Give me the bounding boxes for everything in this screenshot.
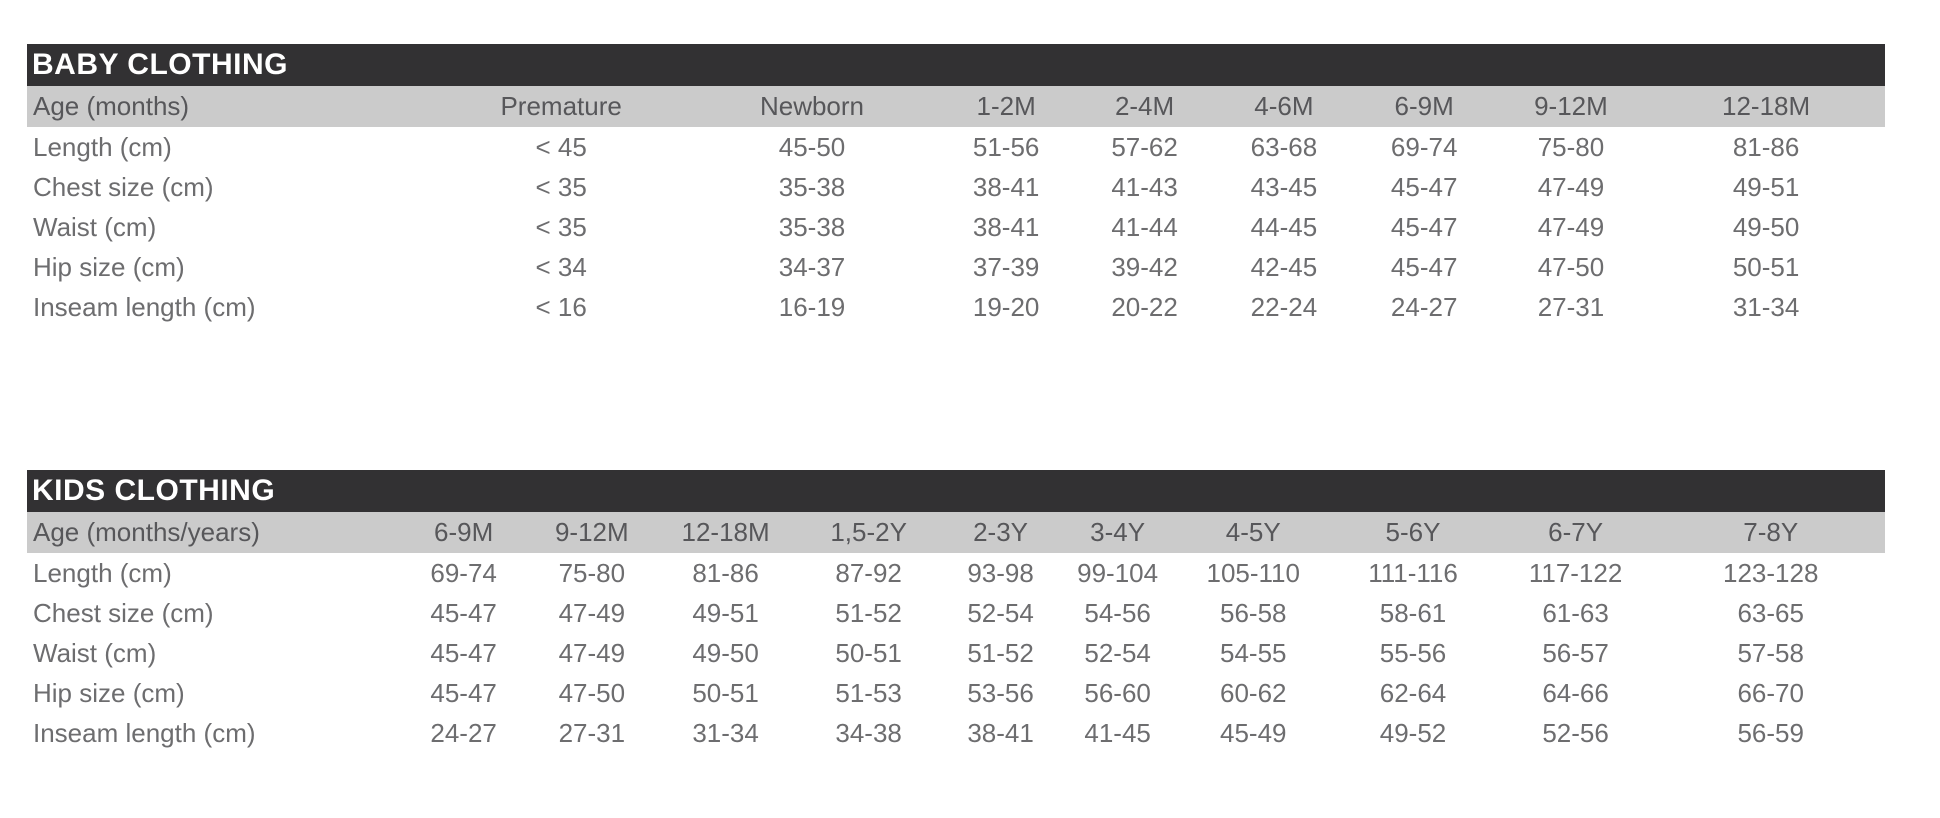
table-cell: 63-68	[1250, 131, 1318, 162]
table-cell: 52-54	[967, 597, 1034, 628]
table-cell: 38-41	[972, 211, 1040, 242]
table-cell: 51-52	[835, 597, 902, 628]
table-cell: 56-60	[1084, 677, 1151, 708]
table-cell: 35-38	[778, 211, 846, 242]
size-table-section-kids	[27, 470, 1885, 753]
table-cell: 66-70	[1737, 677, 1804, 708]
table-cell: 69-74	[1390, 131, 1458, 162]
table-cell: 22-24	[1250, 291, 1318, 322]
table-row	[27, 673, 1885, 713]
table-cell: 45-47	[1390, 171, 1458, 202]
table-cell: 123-128	[1722, 557, 1819, 588]
table-cell: 75-80	[558, 557, 626, 588]
column-header: 2-3Y	[973, 517, 1029, 547]
column-header: 7-8Y	[1743, 517, 1799, 547]
table-cell: 49-50	[692, 637, 759, 668]
table-cell: < 45	[535, 131, 587, 162]
table-cell: 27-31	[558, 717, 626, 748]
table-cell: 39-42	[1111, 251, 1178, 282]
table-cell: 75-80	[1537, 131, 1605, 162]
table-cell: 54-56	[1084, 597, 1151, 628]
table-cell: 45-47	[430, 637, 497, 668]
table-cell: 47-50	[558, 677, 626, 708]
table-cell: 45-47	[430, 677, 497, 708]
column-header: 5-6Y	[1385, 517, 1441, 547]
table-row	[27, 167, 1885, 207]
table-cell: 69-74	[430, 557, 497, 588]
table-cell: 50-51	[692, 677, 759, 708]
column-header: 2-4M	[1114, 91, 1175, 121]
table-cell: 42-45	[1250, 251, 1318, 282]
row-label: Inseam length (cm)	[33, 291, 256, 322]
size-table	[27, 512, 1885, 753]
table-cell: 58-61	[1379, 597, 1447, 628]
table-cell: 105-110	[1206, 557, 1300, 588]
table-title-kids: KIDS CLOTHING	[27, 470, 1885, 512]
table-cell: 117-122	[1528, 557, 1623, 588]
column-header: 4-6M	[1254, 91, 1314, 121]
table-cell: 31-34	[1732, 291, 1800, 322]
table-cell: 20-22	[1111, 291, 1178, 322]
table-cell: 47-49	[558, 597, 626, 628]
table-cell: 87-92	[835, 557, 902, 588]
column-header: 3-4Y	[1090, 517, 1146, 547]
table-row	[27, 593, 1885, 633]
row-label: Length (cm)	[33, 557, 172, 588]
table-cell: 37-39	[972, 251, 1040, 282]
table-cell: 34-38	[835, 717, 902, 748]
table-cell: 53-56	[967, 677, 1034, 708]
table-cell: < 35	[535, 171, 587, 202]
column-header-row	[27, 86, 1885, 127]
table-cell: 81-86	[1732, 131, 1800, 162]
table-cell: 64-66	[1542, 677, 1609, 708]
table-cell: < 34	[535, 251, 587, 282]
column-header: 12-18M	[1721, 91, 1811, 121]
table-cell: 57-58	[1737, 637, 1804, 668]
row-label: Waist (cm)	[33, 637, 157, 668]
table-cell: 31-34	[692, 717, 759, 748]
column-header: 6-9M	[433, 517, 494, 547]
table-row	[27, 633, 1885, 673]
age-header-label: Age (months)	[33, 91, 190, 121]
table-cell: 35-38	[778, 171, 846, 202]
column-header: 1,5-2Y	[830, 517, 907, 547]
table-cell: 49-51	[1732, 171, 1800, 202]
table-cell: 27-31	[1537, 291, 1605, 322]
table-cell: 99-104	[1077, 557, 1159, 588]
table-cell: 51-52	[967, 637, 1034, 668]
table-cell: 45-50	[778, 131, 846, 162]
table-cell: 52-56	[1542, 717, 1609, 748]
table-cell: 44-45	[1250, 211, 1318, 242]
column-header: 6-7Y	[1548, 517, 1604, 547]
table-cell: 24-27	[430, 717, 497, 748]
table-cell: 38-41	[967, 717, 1034, 748]
table-row	[27, 127, 1885, 167]
table-cell: 56-57	[1542, 637, 1609, 668]
column-header: Premature	[500, 91, 622, 121]
table-cell: 45-49	[1219, 717, 1287, 748]
row-label: Hip size (cm)	[33, 251, 185, 282]
row-label: Chest size (cm)	[33, 597, 214, 628]
table-cell: 47-49	[558, 637, 626, 668]
table-cell: 111-116	[1368, 557, 1458, 588]
column-header: 9-12M	[554, 517, 629, 547]
table-cell: 55-56	[1379, 637, 1447, 668]
table-cell: 60-62	[1219, 677, 1287, 708]
table-cell: 41-44	[1111, 211, 1178, 242]
size-guide	[27, 44, 1885, 753]
row-label: Length (cm)	[33, 131, 172, 162]
table-row	[27, 247, 1885, 287]
table-cell: 56-58	[1219, 597, 1287, 628]
table-cell: 47-50	[1537, 251, 1605, 282]
table-cell: 63-65	[1737, 597, 1804, 628]
table-cell: 43-45	[1250, 171, 1318, 202]
table-row	[27, 207, 1885, 247]
table-cell: 47-49	[1537, 211, 1605, 242]
row-label: Waist (cm)	[33, 211, 157, 242]
table-cell: 50-51	[1732, 251, 1800, 282]
size-table	[27, 86, 1885, 327]
table-cell: 16-19	[778, 291, 846, 322]
size-table-section-baby	[27, 44, 1885, 327]
table-cell: < 35	[535, 211, 587, 242]
column-header: 9-12M	[1534, 91, 1608, 121]
column-header-row	[27, 512, 1885, 553]
table-cell: 49-52	[1379, 717, 1447, 748]
table-cell: 24-27	[1390, 291, 1458, 322]
column-header: 1-2M	[976, 91, 1036, 121]
table-cell: 45-47	[1390, 211, 1458, 242]
table-title-baby: BABY CLOTHING	[27, 44, 1885, 86]
table-cell: 34-37	[778, 251, 846, 282]
table-row	[27, 553, 1885, 593]
table-cell: 56-59	[1737, 717, 1804, 748]
row-label: Inseam length (cm)	[33, 717, 256, 748]
table-cell: 54-55	[1219, 637, 1287, 668]
row-label: Hip size (cm)	[33, 677, 185, 708]
table-cell: < 16	[535, 291, 587, 322]
table-cell: 45-47	[1390, 251, 1458, 282]
table-row	[27, 287, 1885, 327]
table-cell: 41-43	[1111, 171, 1178, 202]
table-cell: 49-51	[692, 597, 759, 628]
table-cell: 93-98	[967, 557, 1034, 588]
table-cell: 61-63	[1542, 597, 1609, 628]
row-label: Chest size (cm)	[33, 171, 214, 202]
table-cell: 57-62	[1111, 131, 1178, 162]
table-cell: 50-51	[835, 637, 902, 668]
table-cell: 41-45	[1084, 717, 1151, 748]
table-cell: 62-64	[1379, 677, 1447, 708]
table-cell: 51-56	[972, 131, 1040, 162]
column-header: 6-9M	[1394, 91, 1454, 121]
table-cell: 45-47	[430, 597, 497, 628]
table-cell: 51-53	[835, 677, 902, 708]
table-cell: 52-54	[1084, 637, 1151, 668]
column-header: 4-5Y	[1225, 517, 1281, 547]
column-header: 12-18M	[681, 517, 770, 547]
age-header-label: Age (months/years)	[33, 517, 260, 547]
table-cell: 47-49	[1537, 171, 1605, 202]
table-row	[27, 713, 1885, 753]
table-cell: 49-50	[1732, 211, 1800, 242]
table-cell: 81-86	[692, 557, 759, 588]
table-cell: 19-20	[972, 291, 1040, 322]
column-header: Newborn	[759, 91, 865, 121]
table-cell: 38-41	[972, 171, 1040, 202]
